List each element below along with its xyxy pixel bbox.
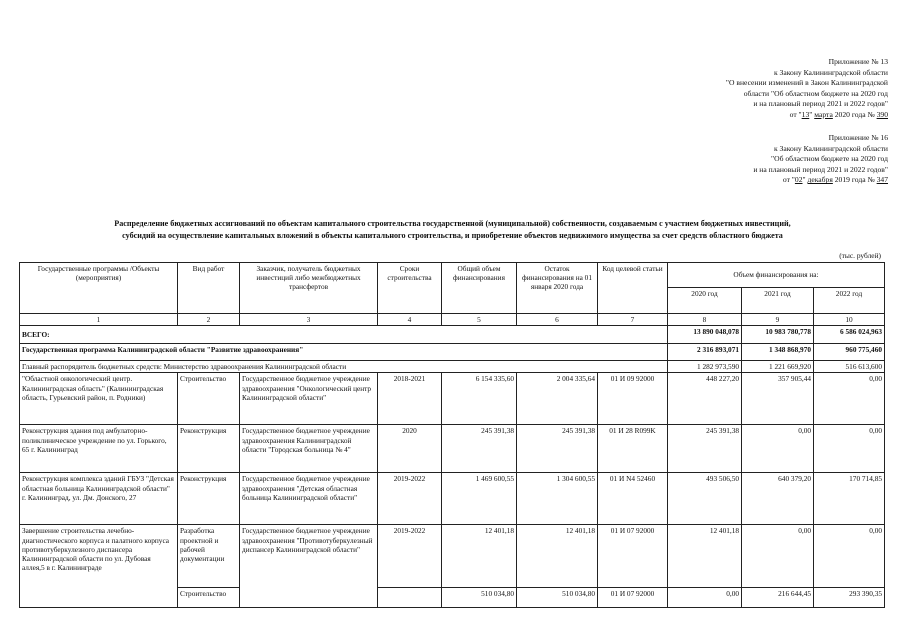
work-cell: Реконструкция bbox=[178, 473, 240, 525]
appendix-13-line: и на плановый период 2021 и 2022 годов" bbox=[753, 99, 888, 109]
y2021-cell: 357 905,44 bbox=[742, 373, 814, 425]
y2022-cell: 170 714,85 bbox=[814, 473, 885, 525]
appendix-13-number: 390 bbox=[876, 109, 888, 119]
code-cell: 01 И 28 R099K bbox=[598, 425, 668, 473]
y2021-cell: 640 379,20 bbox=[742, 473, 814, 525]
customer-cell: Государственное бюджетное учреждение здравоохранения Калининградской области "Городская больница № 4" bbox=[240, 425, 378, 473]
appendix-16-block bbox=[753, 133, 888, 186]
column-number: 3 bbox=[240, 314, 378, 326]
unit-label: (тыс. рублей) bbox=[839, 251, 881, 260]
object-cell: Реконструкция комплекса зданий ГБУЗ "Детская областная больница Калининградской области" г. Калининград, ул. Дм. Донского, 27 bbox=[20, 473, 178, 525]
work-cell: Разработка проектной и рабочей документации bbox=[178, 525, 240, 588]
column-number: 8 bbox=[668, 314, 742, 326]
remainder-cell: 12 401,18 bbox=[517, 525, 598, 588]
appendix-13-line: к Закону Калининградской области bbox=[773, 67, 888, 77]
object-cell: Реконструкция здания под амбулаторно-поликлиническое учреждение по ул. Горького, 65 г. Калининград bbox=[20, 425, 178, 473]
program-label: Государственная программа Калининградской области "Развитие здравоохранения" bbox=[20, 344, 668, 361]
code-cell: 01 И 07 92000 bbox=[598, 525, 668, 588]
header-code: Код целевой статьи bbox=[598, 263, 668, 314]
customer-cell: Государственное бюджетное учреждение здравоохранения "Противотуберкулезный диспансер Калининградской области" bbox=[240, 525, 378, 608]
y2020-cell: 448 227,20 bbox=[668, 373, 742, 425]
program-2020: 2 316 893,071 bbox=[668, 344, 742, 361]
code-cell: 01 И N4 52460 bbox=[598, 473, 668, 525]
total-cell: 245 391,38 bbox=[442, 425, 517, 473]
appendix-16-line: Приложение № 16 bbox=[828, 133, 888, 142]
column-number: 10 bbox=[814, 314, 885, 326]
y2022-cell: 0,00 bbox=[814, 525, 885, 588]
y2022-cell: 0,00 bbox=[814, 373, 885, 425]
column-number: 7 bbox=[598, 314, 668, 326]
total-cell: 510 034,80 bbox=[442, 588, 517, 608]
period-cell: 2018-2021 bbox=[378, 373, 442, 425]
appendix-13-month: марта bbox=[814, 109, 833, 119]
header-financing: Объем финансирования на: bbox=[668, 263, 885, 288]
header-2020: 2020 год bbox=[668, 288, 742, 314]
code-cell: 01 И 07 92000 bbox=[598, 588, 668, 608]
header-row bbox=[20, 263, 885, 288]
column-number: 6 bbox=[517, 314, 598, 326]
column-number: 2 bbox=[178, 314, 240, 326]
period-cell bbox=[378, 588, 442, 608]
appendix-16-month: декабря bbox=[807, 175, 833, 185]
total-2021: 10 983 780,778 bbox=[742, 326, 814, 344]
header-period: Сроки строительства bbox=[378, 263, 442, 314]
appendix-16-date: от "02" декабря 2019 года № 347 bbox=[782, 175, 888, 185]
total-cell: 12 401,18 bbox=[442, 525, 517, 588]
customer-cell: Государственное бюджетное учреждение здравоохранения "Онкологический центр Калининградской области" bbox=[240, 373, 378, 425]
appendix-13-line: области "Об областном бюджете на 2020 год bbox=[743, 88, 888, 98]
document-title-line: Распределение бюджетных ассигнований по объектам капитального строительства государственной (муниципальной) собственности, создаваемым с участием бюджетных инвестиций, bbox=[114, 219, 791, 228]
header-customer: Заказчик, получатель бюджетных инвестиций либо межбюджетных трансфертов bbox=[240, 263, 378, 314]
y2021-cell: 0,00 bbox=[742, 425, 814, 473]
work-cell: Реконструкция bbox=[178, 425, 240, 473]
total-row bbox=[20, 326, 885, 344]
manager-2021: 1 221 669,920 bbox=[742, 361, 814, 373]
table-row bbox=[20, 373, 885, 425]
customer-cell: Государственное бюджетное учреждение здравоохранения "Детская областная больница Калининградской области" bbox=[240, 473, 378, 525]
appendix-16-day: 02 bbox=[794, 175, 803, 185]
appendix-13-day: 13 bbox=[801, 109, 810, 119]
y2020-cell: 493 506,50 bbox=[668, 473, 742, 525]
column-number: 9 bbox=[742, 314, 814, 326]
y2020-cell: 245 391,38 bbox=[668, 425, 742, 473]
appendix-13-date: от "13" марта 2020 года № 390 bbox=[789, 109, 888, 119]
appendix-16-number: 347 bbox=[876, 175, 888, 185]
work-cell: Строительство bbox=[178, 373, 240, 425]
column-number: 5 bbox=[442, 314, 517, 326]
manager-row bbox=[20, 361, 885, 373]
y2022-cell: 293 390,35 bbox=[814, 588, 885, 608]
remainder-cell: 2 004 335,64 bbox=[517, 373, 598, 425]
program-row bbox=[20, 344, 885, 361]
program-2021: 1 348 868,970 bbox=[742, 344, 814, 361]
table-row bbox=[20, 425, 885, 473]
budget-table bbox=[19, 262, 885, 608]
y2021-cell: 0,00 bbox=[742, 525, 814, 588]
column-number-row bbox=[20, 314, 885, 326]
y2020-cell: 0,00 bbox=[668, 588, 742, 608]
header-remainder: Остаток финансирования на 01 января 2020 года bbox=[517, 263, 598, 314]
header-work: Вид работ bbox=[178, 263, 240, 314]
period-cell: 2019-2022 bbox=[378, 525, 442, 588]
header-2021: 2021 год bbox=[742, 288, 814, 314]
y2021-cell: 216 644,45 bbox=[742, 588, 814, 608]
manager-2022: 516 613,600 bbox=[814, 361, 885, 373]
y2022-cell: 0,00 bbox=[814, 425, 885, 473]
column-number: 1 bbox=[20, 314, 178, 326]
remainder-cell: 1 304 600,55 bbox=[517, 473, 598, 525]
total-label: ВСЕГО: bbox=[20, 326, 668, 344]
remainder-cell: 245 391,38 bbox=[517, 425, 598, 473]
appendix-16-line: к Закону Калининградской области bbox=[773, 143, 888, 153]
manager-label: Главный распорядитель бюджетных средств: Министерство здравоохранения Калининградской области bbox=[20, 361, 668, 373]
header-2022: 2022 год bbox=[814, 288, 885, 314]
manager-2020: 1 282 973,590 bbox=[668, 361, 742, 373]
header-total: Общий объем финансирования bbox=[442, 263, 517, 314]
appendix-13-line: Приложение № 13 bbox=[828, 57, 888, 66]
appendix-16-line: "Об областном бюджете на 2020 год bbox=[771, 154, 888, 164]
document-title-line: субсидий на осуществление капитальных вложений в объекты капитального строительства, и приобретение объектов недвижимого имущества за счет средств областного бюджета bbox=[122, 231, 783, 240]
header-program: Государственные программы /Объекты (мероприятия) bbox=[20, 263, 178, 314]
program-2022: 960 775,460 bbox=[814, 344, 885, 361]
document-title bbox=[20, 218, 885, 242]
object-cell: "Областной онкологический центр. Калининградская область" (Калининградская область, Гурьевский район, п. Родники) bbox=[20, 373, 178, 425]
period-cell: 2019-2022 bbox=[378, 473, 442, 525]
period-cell: 2020 bbox=[378, 425, 442, 473]
work-cell: Строительство bbox=[178, 588, 240, 608]
code-cell: 01 И 09 92000 bbox=[598, 373, 668, 425]
column-number: 4 bbox=[378, 314, 442, 326]
remainder-cell: 510 034,80 bbox=[517, 588, 598, 608]
total-2022: 6 586 024,963 bbox=[814, 326, 885, 344]
total-cell: 6 154 335,60 bbox=[442, 373, 517, 425]
table-row bbox=[20, 473, 885, 525]
appendix-13-block bbox=[726, 57, 888, 121]
table-row bbox=[20, 525, 885, 588]
appendix-13-line: "О внесении изменений в Закон Калининградской bbox=[725, 78, 888, 88]
total-cell: 1 469 600,55 bbox=[442, 473, 517, 525]
total-2020: 13 890 048,078 bbox=[668, 326, 742, 344]
y2020-cell: 12 401,18 bbox=[668, 525, 742, 588]
object-cell: Завершение строительства лечебно-диагностического корпуса и палатного корпуса противотуберкулезного диспансера Калининградской области по ул. Дубовая аллея,5 в г. Калининграде bbox=[20, 525, 178, 608]
appendix-16-line: и на плановый период 2021 и 2022 годов" bbox=[753, 164, 888, 174]
